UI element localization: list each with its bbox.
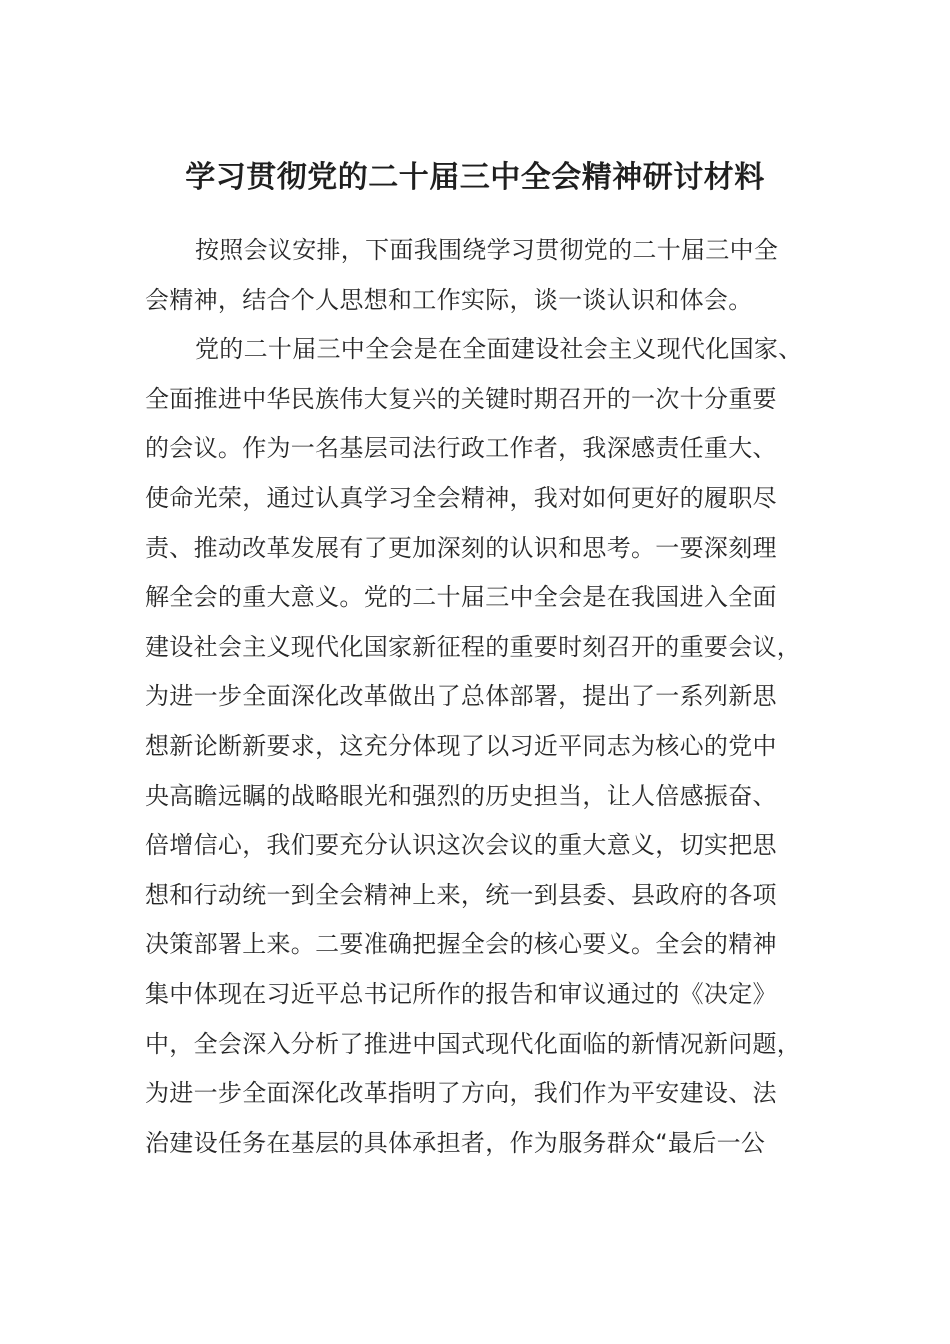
paragraph-line: 全面推进中华民族伟大复兴的关键时期召开的一次十分重要 bbox=[145, 385, 777, 413]
paragraph-line: 想和行动统一到全会精神上来，统一到县委、县政府的各项 bbox=[145, 881, 777, 909]
paragraph-line: 为进一步全面深化改革做出了总体部署，提出了一系列新思 bbox=[145, 682, 777, 710]
paragraph-line: 责、推动改革发展有了更加深刻的认识和思考。一要深刻理 bbox=[145, 534, 777, 562]
paragraph-line: 按照会议安排，下面我围绕学习贯彻党的二十届三中全 bbox=[195, 236, 779, 264]
paragraph-line: 想新论断新要求，这充分体现了以习近平同志为核心的党中 bbox=[145, 732, 777, 760]
paragraph-line: 决策部署上来。二要准确把握全会的核心要义。全会的精神 bbox=[145, 930, 777, 958]
paragraph-line: 为进一步全面深化改革指明了方向，我们作为平安建设、法 bbox=[145, 1079, 777, 1107]
paragraph-line: 会精神，结合个人思想和工作实际，谈一谈认识和体会。 bbox=[145, 286, 753, 314]
paragraph-line: 解全会的重大意义。党的二十届三中全会是在我国进入全面 bbox=[145, 583, 777, 611]
paragraph-line: 央高瞻远瞩的战略眼光和强烈的历史担当，让人倍感振奋、 bbox=[145, 782, 777, 810]
paragraph-line: 倍增信心，我们要充分认识这次会议的重大意义，切实把思 bbox=[145, 831, 777, 859]
paragraph-line: 建设社会主义现代化国家新征程的重要时刻召开的重要会议， bbox=[145, 633, 802, 661]
paragraph-line: 使命光荣，通过认真学习全会精神，我对如何更好的履职尽 bbox=[145, 484, 777, 512]
paragraph-line: 集中体现在习近平总书记所作的报告和审议通过的《决定》 bbox=[145, 980, 777, 1008]
paragraph-line: 的会议。作为一名基层司法行政工作者，我深感责任重大、 bbox=[145, 434, 777, 462]
paragraph-line: 治建设任务在基层的具体承担者，作为服务群众“最后一公 bbox=[145, 1129, 766, 1157]
paragraph-line: 中，全会深入分析了推进中国式现代化面临的新情况新问题， bbox=[145, 1030, 802, 1058]
paragraph-line: 党的二十届三中全会是在全面建设社会主义现代化国家、 bbox=[195, 335, 803, 363]
document-title: 学习贯彻党的二十届三中全会精神研讨材料 bbox=[185, 160, 765, 195]
